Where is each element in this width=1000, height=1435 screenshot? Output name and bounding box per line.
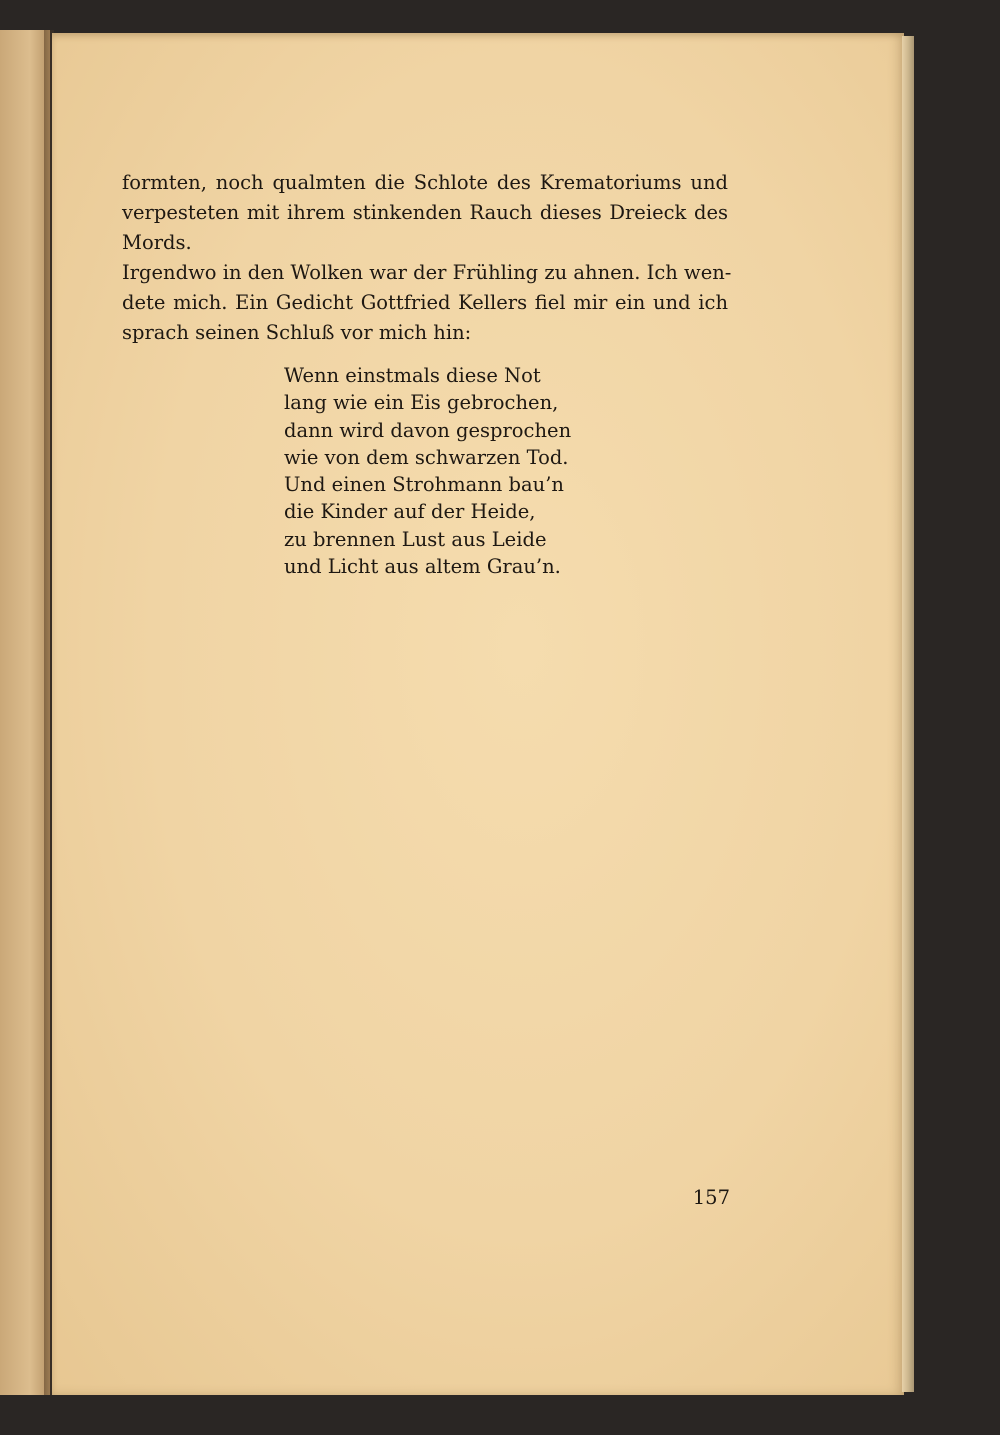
prose-line: dete mich. Ein Gedicht Gottfried Kellers fiel mir ein und ich — [122, 291, 728, 314]
poem-line: wie von dem schwarzen Tod. — [284, 445, 569, 469]
poem-line: die Kinder auf der Heide, — [284, 500, 536, 524]
poem-line: zu brennen Lust aus Leide — [284, 527, 547, 551]
poem-line: und Licht aus altem Grau’n. — [284, 555, 561, 579]
poem-line: lang wie ein Eis gebrochen, — [284, 391, 559, 415]
prose-text — [122, 168, 732, 348]
page-stack-edge — [902, 36, 914, 1392]
prose-line: sprach seinen Schluß vor mich hin: — [122, 321, 472, 344]
poem-stanza — [284, 362, 571, 580]
poem-line: Und einen Strohmann bau’n — [284, 473, 564, 497]
page-number: 157 — [692, 1186, 730, 1209]
prose-line: Irgendwo in den Wolken war der Frühling zu ahnen. Ich wen- — [122, 261, 732, 284]
poem-line: Wenn einstmals diese Not — [284, 364, 541, 387]
poem-line: dann wird davon gesprochen — [284, 418, 572, 442]
prose-line: formten, noch qualmten die Schlote des Krematoriums und — [122, 171, 728, 194]
prose-line: verpesteten mit ihrem stinkenden Rauch dieses Dreieck des — [122, 201, 728, 224]
previous-page-edge — [0, 30, 50, 1395]
prose-line: Mords. — [122, 231, 192, 254]
